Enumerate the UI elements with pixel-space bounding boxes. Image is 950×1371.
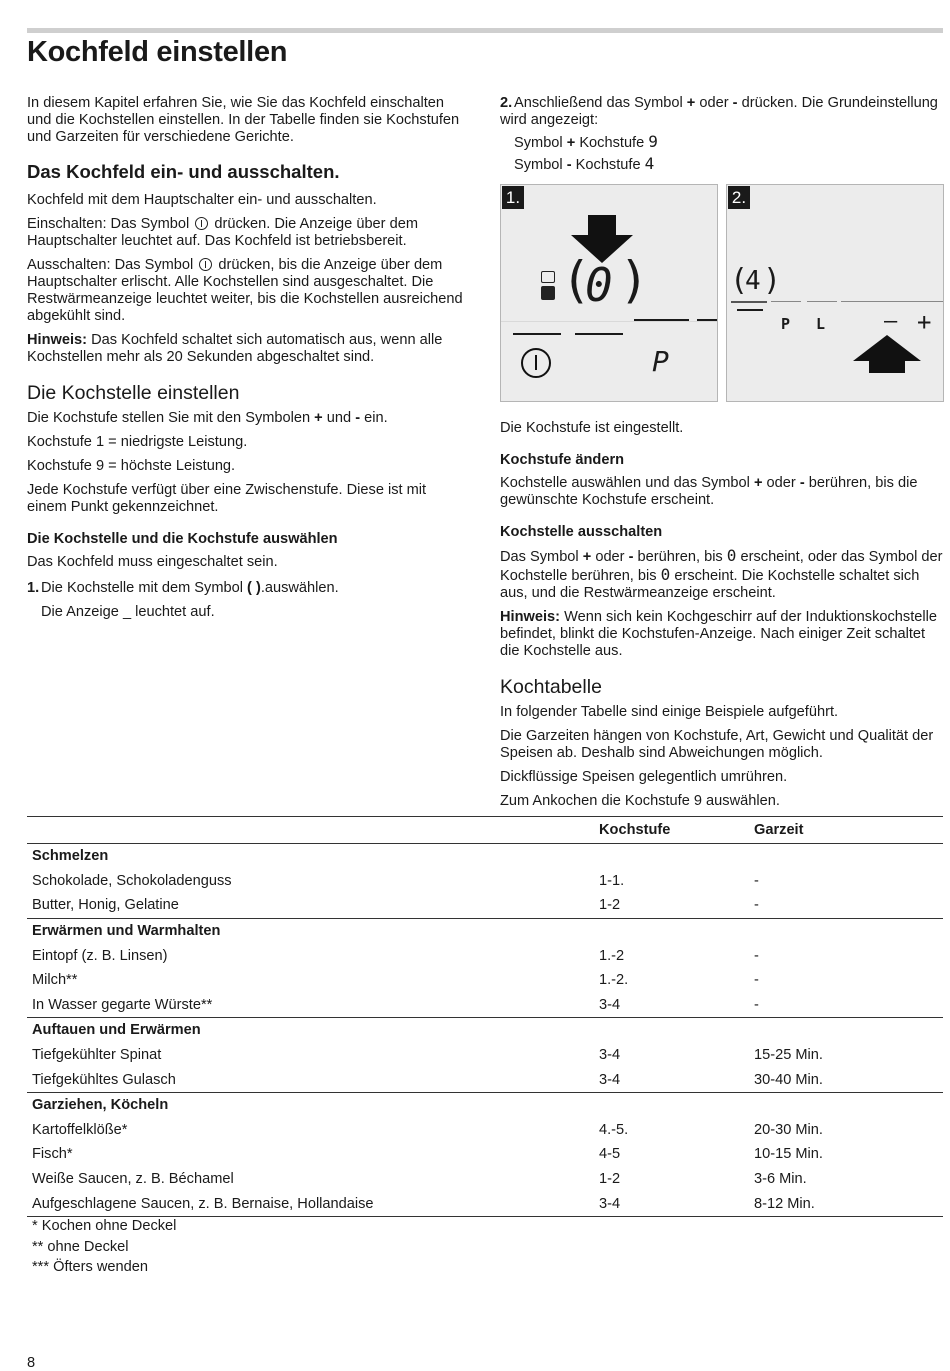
level-digit: 0 xyxy=(660,565,671,584)
time-cell: 15-25 Min. xyxy=(754,1047,823,1064)
pause-letter: P xyxy=(652,345,669,378)
onoff-paragraph: Kochfeld mit dem Hauptschalter ein- und ausschalten. xyxy=(27,192,377,208)
table-row xyxy=(27,1043,943,1068)
switch-off-zone-paragraph: Das Symbol + oder - berühren, bis 0 erscheint, oder das Symbol der Kochstelle berühren, bis 0 erscheint. Die Kochstelle schaltet sich aus, und die Restwärmeanzeige erscheint. xyxy=(500,546,943,601)
level-cell: 3-4 xyxy=(599,1047,621,1064)
bracket-left: ( xyxy=(561,251,592,309)
dish-cell: Milch** xyxy=(32,972,78,989)
plus-icon: + xyxy=(917,308,932,336)
power-icon xyxy=(521,348,551,378)
dish-cell: Aufgeschlagene Saucen, z. B. Bernaise, Hollandaise xyxy=(32,1195,374,1212)
heading-cooking-table: Kochtabelle xyxy=(500,676,602,698)
dish-cell: Schokolade, Schokoladenguss xyxy=(32,872,232,889)
dish-cell: In Wasser gegarte Würste** xyxy=(32,996,213,1013)
level-cell: 1.-2 xyxy=(599,947,625,964)
table-group-row xyxy=(27,1018,943,1043)
level-cell: 3-4 xyxy=(599,1071,621,1088)
zone-paragraph-3: Kochstufe 9 = höchste Leistung. xyxy=(27,458,236,474)
dish-cell: Kartoffelklöße* xyxy=(32,1121,128,1138)
heading-set-zone: Die Kochstelle einstellen xyxy=(27,382,240,404)
switch-on-paragraph: Einschalten: Das Symbol drücken. Die Anzeige über dem Hauptschalter leuchtet auf. Das Kochfeld ist betriebsbereit. xyxy=(27,216,418,249)
select-zone-paragraph: Das Kochfeld muss eingeschaltet sein. xyxy=(27,554,278,570)
time-cell: 3-6 Min. xyxy=(754,1171,807,1188)
zone-bar xyxy=(575,333,623,335)
dish-cell: Fisch* xyxy=(32,1146,73,1163)
table-group-row xyxy=(27,918,943,943)
zone-paragraph-2: Kochstufe 1 = niedrigste Leistung. xyxy=(27,434,248,450)
default-plus-line: Symbol + Kochstufe 9 xyxy=(514,132,658,151)
pause-letter: P xyxy=(781,315,791,333)
dish-cell: Eintopf (z. B. Linsen) xyxy=(32,947,168,964)
table-header-row xyxy=(27,817,943,844)
change-level-paragraph: Kochstelle auswählen und das Symbol + oder - berühren, bis die gewünschte Kochstufe erscheint. xyxy=(500,475,918,508)
heading-on-off: Das Kochfeld ein- und ausschalten. xyxy=(27,161,340,182)
table-row xyxy=(27,1142,943,1167)
panel-step-1 xyxy=(500,184,718,402)
table-row xyxy=(27,968,943,993)
table-intro-3: Dickflüssige Speisen gelegentlich umrühren. xyxy=(500,769,788,785)
time-cell: 8-12 Min. xyxy=(754,1195,815,1212)
panel-badge: 1. xyxy=(502,186,524,209)
column-header-level: Kochstufe xyxy=(599,822,671,838)
bracket-left: ( xyxy=(730,263,749,298)
table-row xyxy=(27,943,943,968)
right-column xyxy=(500,95,943,817)
zone-paragraph-4: Jede Kochstufe verfügt über eine Zwischenstufe. Diese ist mit einem Punkt gekennzeichnet. xyxy=(27,482,427,515)
group-title: Garziehen, Köcheln xyxy=(32,1097,169,1114)
table-body xyxy=(27,844,943,1217)
zone-paragraph-1: Die Kochstufe stellen Sie mit den Symbolen + und - ein. xyxy=(27,410,388,426)
time-cell: - xyxy=(754,872,759,889)
panel-badge: 2. xyxy=(728,186,750,209)
top-rule xyxy=(27,28,943,33)
table-row xyxy=(27,1191,943,1216)
zone-indicator-icon xyxy=(541,286,555,300)
level-cell: 3-4 xyxy=(599,1195,621,1212)
table-group-row xyxy=(27,1092,943,1117)
level-digit-display: 4 xyxy=(745,266,761,296)
level-cell: 1-2 xyxy=(599,1171,621,1188)
group-title: Schmelzen xyxy=(32,848,109,865)
group-title: Erwärmen und Warmhalten xyxy=(32,923,221,940)
left-column xyxy=(27,95,467,628)
up-arrow-icon xyxy=(727,185,943,401)
panel-step-2 xyxy=(726,184,944,402)
intro-paragraph: In diesem Kapitel erfahren Sie, wie Sie das Kochfeld einschalten und die Kochstellen einstellen. In der Tabelle finden sie Kochstufen und Garzeiten für verschiedene Gerichte. xyxy=(27,95,460,145)
heading-switch-off-zone: Kochstelle ausschalten xyxy=(500,524,663,540)
power-icon xyxy=(199,258,212,271)
table-row xyxy=(27,1118,943,1143)
level-digit: 0 xyxy=(726,546,737,565)
table-row xyxy=(27,1067,943,1092)
zone-bar xyxy=(634,319,689,321)
bracket-right: ) xyxy=(619,251,650,309)
time-cell: 10-15 Min. xyxy=(754,1146,823,1163)
zone-indicator-icon xyxy=(541,271,555,283)
dish-cell: Tiefgekühltes Gulasch xyxy=(32,1071,176,1088)
heading-select-zone: Die Kochstelle und die Kochstufe auswählen xyxy=(27,531,338,547)
plus-symbol: + xyxy=(314,410,323,426)
table-row xyxy=(27,993,943,1018)
level-digit: 9 xyxy=(648,132,658,151)
table-intro-4: Zum Ankochen die Kochstufe 9 auswählen. xyxy=(500,793,780,809)
time-cell: - xyxy=(754,972,759,989)
page-number: 8 xyxy=(27,1355,36,1371)
footnote: ** ohne Deckel xyxy=(32,1238,129,1255)
level-cell: 3-4 xyxy=(599,996,621,1013)
default-minus-line: Symbol - Kochstufe 4 xyxy=(514,154,655,173)
dish-cell: Tiefgekühlter Spinat xyxy=(32,1047,162,1064)
group-title: Auftauen und Erwärmen xyxy=(32,1022,201,1039)
page-title: Kochfeld einstellen xyxy=(27,36,288,68)
bracket-right: ) xyxy=(763,263,782,298)
level-cell: 4.-5. xyxy=(599,1121,629,1138)
induction-note: Hinweis: Wenn sich kein Kochgeschirr auf der Induktionskochstelle befindet, blinkt die Kochstufen-Anzeige. Nach einiger Zeit schaltet die Kochstelle aus. xyxy=(500,609,937,659)
table-group-row xyxy=(27,844,943,869)
heading-change-level: Kochstufe ändern xyxy=(500,452,625,468)
footnote: *** Öfters wenden xyxy=(32,1259,149,1275)
time-cell: 20-30 Min. xyxy=(754,1121,823,1138)
table-row xyxy=(27,1167,943,1192)
level-cell: 1.-2. xyxy=(599,972,629,989)
time-cell: - xyxy=(754,897,759,914)
power-icon xyxy=(195,217,208,230)
level-cell: 4-5 xyxy=(599,1146,621,1163)
footnotes xyxy=(32,1216,176,1278)
level-digit-display: 0 xyxy=(585,258,613,312)
minus-symbol: - xyxy=(355,410,361,426)
level-cell: 1-2 xyxy=(599,897,621,914)
step-2: 2. Anschließend das Symbol + oder - drücken. Die Grundeinstellung wird angezeigt: xyxy=(500,95,938,128)
zone-symbol: ( ) xyxy=(247,580,261,596)
column-header-time: Garzeit xyxy=(754,822,804,838)
table-intro-1: In folgender Tabelle sind einige Beispiele aufgeführt. xyxy=(500,704,839,720)
minus-icon: – xyxy=(884,309,898,334)
auto-off-note: Hinweis: Das Kochfeld schaltet sich automatisch aus, wenn alle Kochstellen mehr als 20 Sekunden abgeschaltet sind. xyxy=(27,332,443,365)
time-cell: - xyxy=(754,996,759,1013)
footnote: * Kochen ohne Deckel xyxy=(32,1218,177,1234)
plus-symbol: + xyxy=(686,95,696,111)
level-digit: 4 xyxy=(644,154,655,173)
minus-symbol: - xyxy=(732,95,738,111)
time-cell: - xyxy=(754,947,759,964)
zone-bar xyxy=(513,333,561,335)
cooking-table xyxy=(27,816,943,1217)
level-set-paragraph: Die Kochstufe ist eingestellt. xyxy=(500,420,684,436)
switch-off-paragraph: Ausschalten: Das Symbol drücken, bis die Anzeige über dem Hauptschalter erlischt. Alle Kochstellen sind ausgeschaltet. Die Restwärmeanzeige leuchtet weiter, bis die Kochstellen ausreichend abgekühlt sind. xyxy=(27,257,463,324)
time-cell: 30-40 Min. xyxy=(754,1071,823,1088)
dish-cell: Butter, Honig, Gelatine xyxy=(32,897,179,914)
table-intro-2: Die Garzeiten hängen von Kochstufe, Art, Gewicht und Qualität der Speisen ab. Deshalb sind Abweichungen möglich. xyxy=(500,728,934,761)
control-panel-illustrations xyxy=(500,184,943,412)
lock-letter: L xyxy=(816,315,826,333)
table-row xyxy=(27,869,943,894)
dish-cell: Weiße Saucen, z. B. Béchamel xyxy=(32,1171,234,1188)
level-cell: 1-1. xyxy=(599,872,625,889)
zone-bar xyxy=(697,319,717,321)
table-row xyxy=(27,893,943,918)
step-1: 1. Die Kochstelle mit dem Symbol ( ).auswählen. xyxy=(27,580,339,596)
step-1-line-2: Die Anzeige _ leuchtet auf. xyxy=(41,604,215,620)
